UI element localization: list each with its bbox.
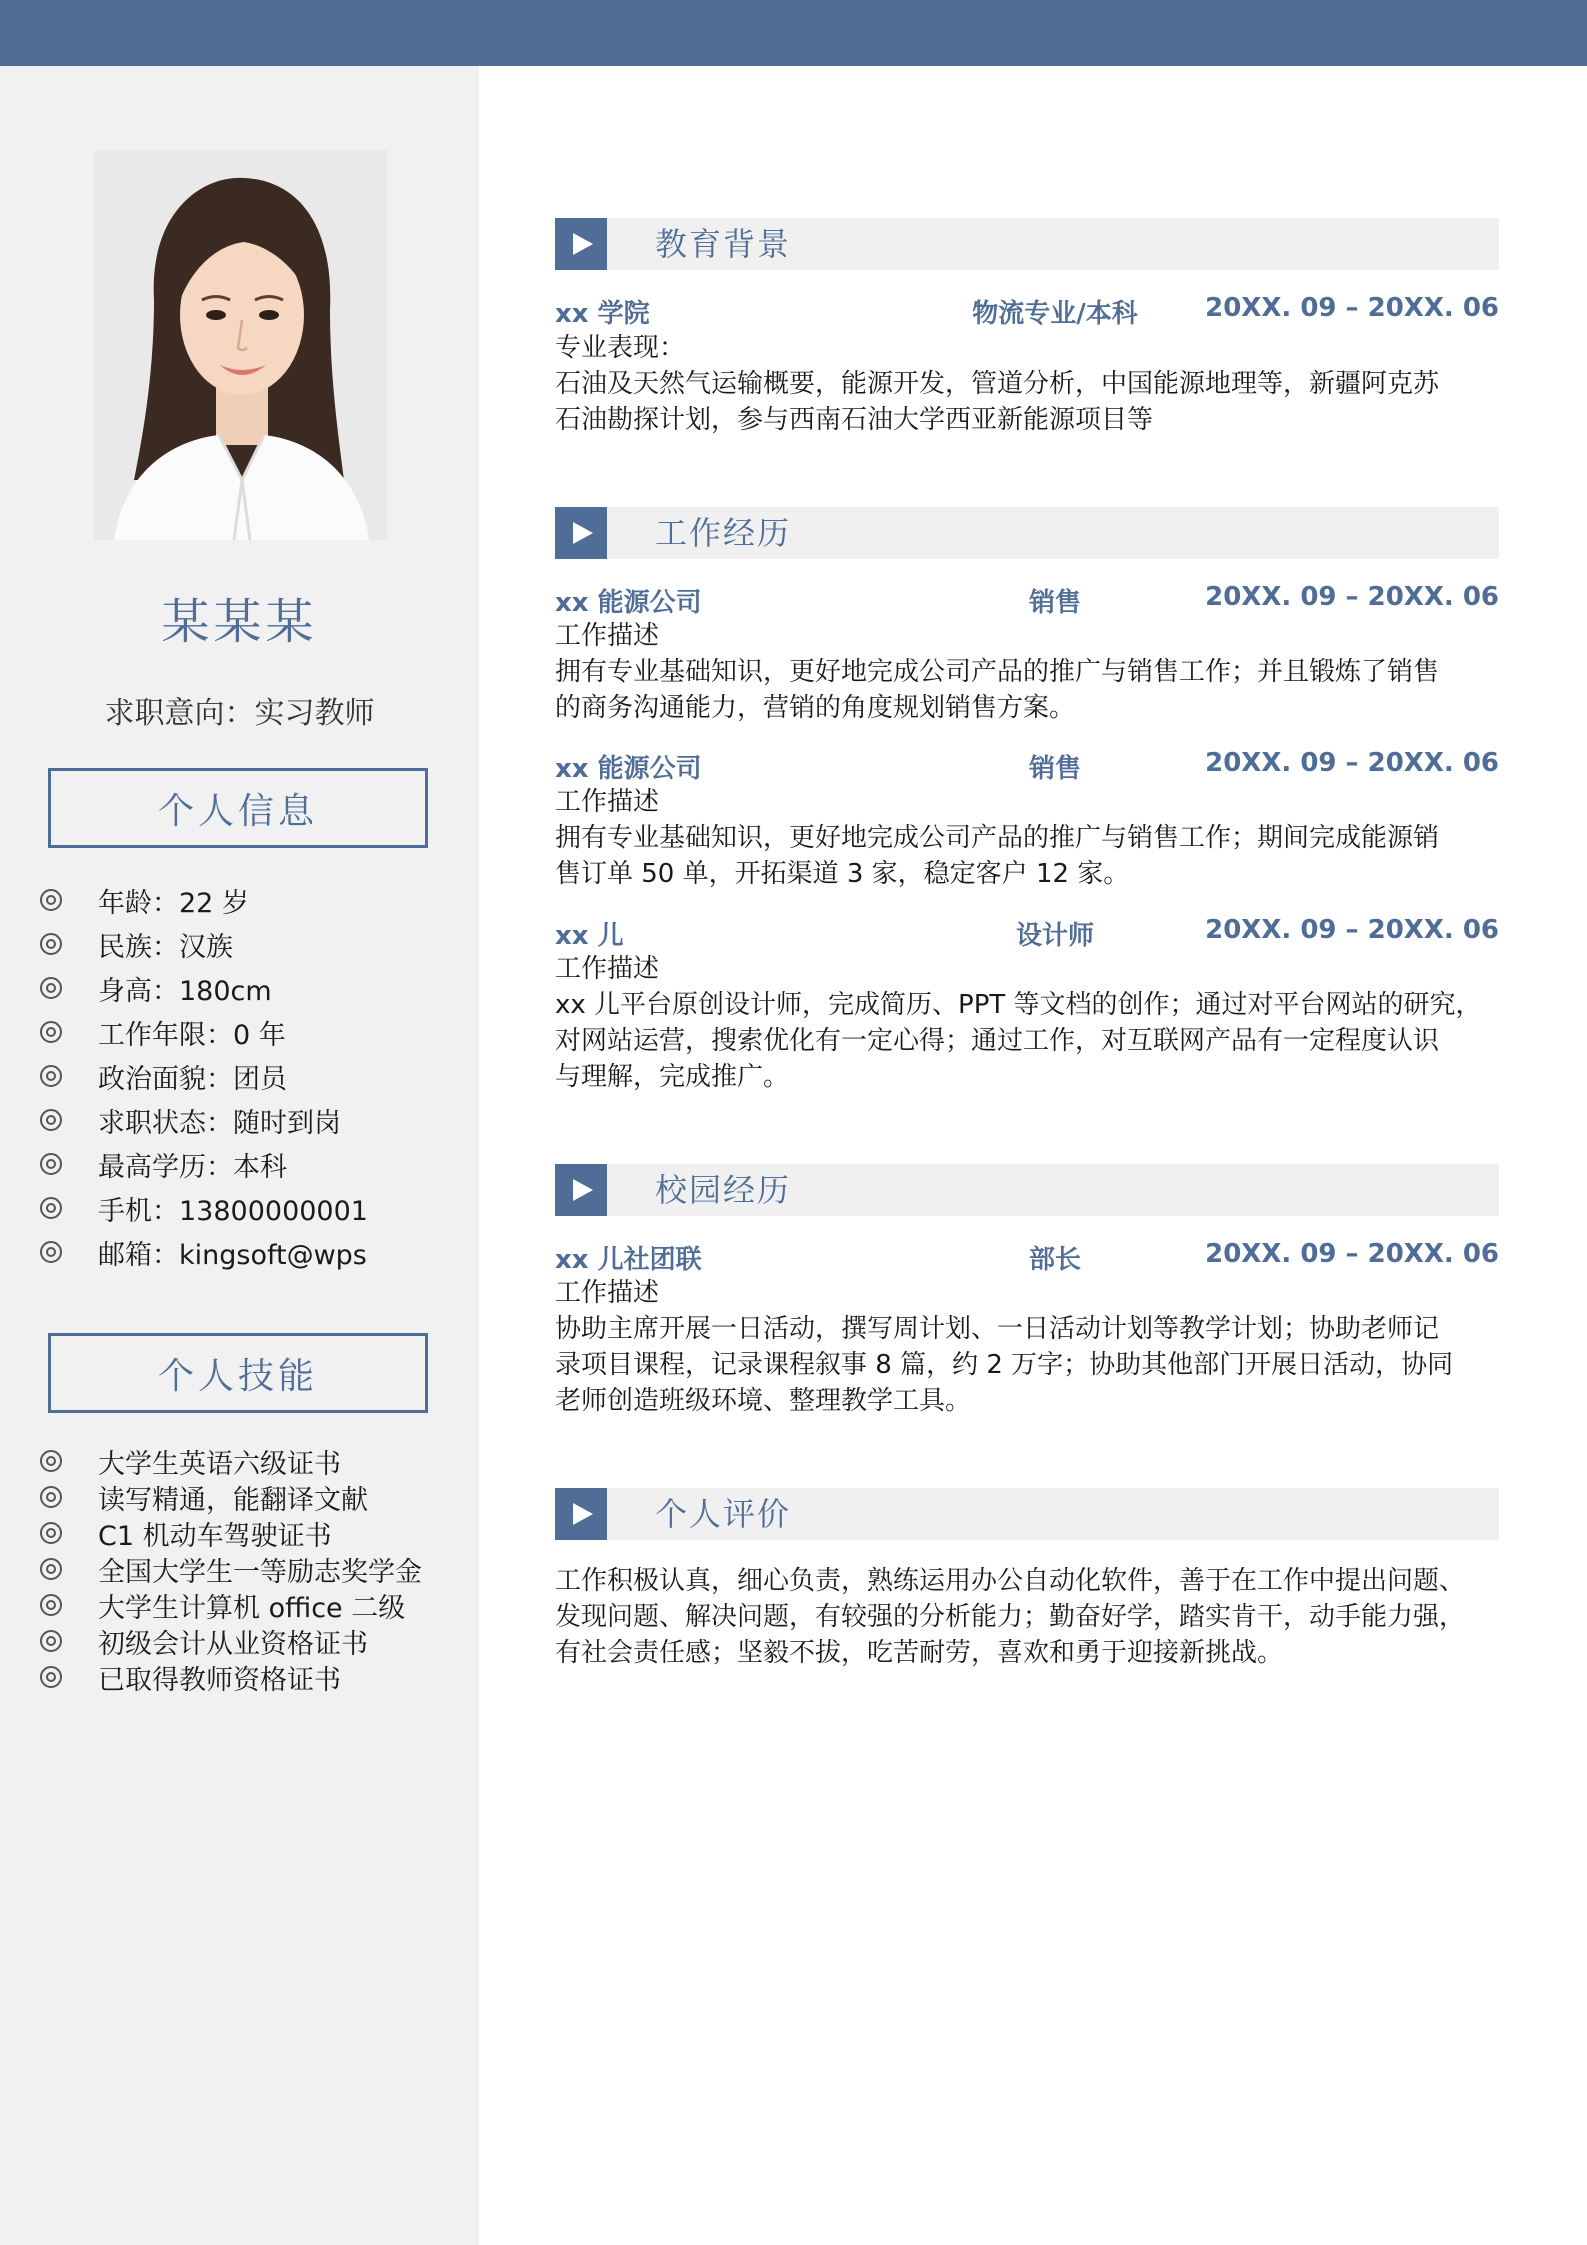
bullet-icon	[40, 1065, 62, 1087]
date-range: 20XX. 09 – 20XX. 06	[1205, 748, 1499, 778]
skill-item: 读写精通，能翻译文献	[40, 1479, 422, 1515]
play-arrow-icon	[555, 1164, 607, 1216]
info-heading-box	[48, 768, 428, 848]
campus-label: 工作描述	[555, 1278, 660, 1308]
section-title: 校园经历	[655, 1171, 792, 1209]
work-label: 工作描述	[555, 954, 660, 984]
campus-body	[555, 1275, 1515, 1419]
skill-item: 大学生英语六级证书	[40, 1443, 422, 1479]
text-line: 石油及天然气运输概要，能源开发，管道分析，中国能源地理等，新疆阿克苏	[555, 369, 1440, 399]
bullet-icon	[40, 1021, 62, 1043]
text-line: 协助主席开展一日活动，撰写周计划、一日活动计划等教学计划；协助老师记	[555, 1314, 1440, 1344]
text-line: 老师创造班级环境、整理教学工具。	[555, 1386, 972, 1416]
work-entry-row	[555, 582, 1499, 618]
skill-item: 大学生计算机 office 二级	[40, 1587, 422, 1623]
skills-heading-box	[48, 1333, 428, 1413]
campus-role: 部长	[1028, 1245, 1081, 1275]
work-entry-body	[555, 951, 1515, 1095]
bullet-icon	[40, 1153, 62, 1175]
candidate-name: 某某某	[161, 594, 318, 650]
bullet-icon	[40, 1594, 62, 1616]
info-list	[40, 878, 368, 1274]
info-item: 最高学历：本科	[40, 1142, 368, 1186]
work-entry-body	[555, 618, 1515, 726]
play-arrow-icon	[555, 507, 607, 559]
work-label: 工作描述	[555, 787, 660, 817]
info-item: 年龄：22 岁	[40, 878, 368, 922]
text-line: 发现问题、解决问题，有较强的分析能力；勤奋好学，踏实肯干，动手能力强，	[555, 1602, 1466, 1632]
text-line: 与理解，完成推广。	[555, 1062, 790, 1092]
date-range: 20XX. 09 – 20XX. 06	[1205, 293, 1499, 323]
bullet-icon	[40, 1630, 62, 1652]
text-line: 拥有专业基础知识，更好地完成公司产品的推广与销售工作；并且锻炼了销售	[555, 657, 1440, 687]
campus-row	[555, 1239, 1499, 1275]
section-campus	[555, 1164, 1499, 1216]
section-title: 教育背景	[655, 225, 792, 263]
section-title: 工作经历	[655, 514, 792, 552]
text-line: 石油勘探计划，参与西南石油大学西亚新能源项目等	[555, 405, 1154, 435]
evaluation-body	[555, 1563, 1515, 1671]
work-label: 工作描述	[555, 621, 660, 651]
skills-heading: 个人技能	[157, 1355, 318, 1397]
text-line: 有社会责任感；坚毅不拔，吃苦耐劳，喜欢和勇于迎接新挑战。	[555, 1638, 1284, 1668]
skills-list	[40, 1443, 422, 1695]
text-line: 工作积极认真，细心负责，熟练运用办公自动化软件，善于在工作中提出问题、	[555, 1566, 1466, 1596]
play-arrow-icon	[555, 1488, 607, 1540]
skill-item: 已取得教师资格证书	[40, 1659, 422, 1695]
text-line: 的商务沟通能力，营销的角度规划销售方案。	[555, 693, 1076, 723]
info-item: 身高：180cm	[40, 966, 368, 1010]
work-entry-row	[555, 748, 1499, 784]
job-role: 销售	[1028, 754, 1081, 784]
date-range: 20XX. 09 – 20XX. 06	[1205, 915, 1499, 945]
section-education	[555, 218, 1499, 270]
profile-photo	[94, 150, 387, 540]
bullet-icon	[40, 1450, 62, 1472]
bullet-icon	[40, 1197, 62, 1219]
info-item: 工作年限：0 年	[40, 1010, 368, 1054]
skill-item: C1 机动车驾驶证书	[40, 1515, 422, 1551]
bullet-icon	[40, 1109, 62, 1131]
job-role: 销售	[1028, 588, 1081, 618]
info-heading: 个人信息	[157, 790, 318, 832]
text-line: 售订单 50 单，开拓渠道 3 家，稳定客户 12 家。	[555, 859, 1130, 889]
work-entry-body	[555, 784, 1515, 892]
bullet-icon	[40, 889, 62, 911]
bullet-icon	[40, 1522, 62, 1544]
bullet-icon	[40, 977, 62, 999]
text-line: 录项目课程，记录课程叙事 8 篇，约 2 万字；协助其他部门开展日活动，协同	[555, 1350, 1454, 1380]
education-row	[555, 293, 1499, 329]
section-evaluation	[555, 1488, 1499, 1540]
text-line: 对网站运营，搜索优化有一定心得；通过工作，对互联网产品有一定程度认识	[555, 1026, 1440, 1056]
job-intent: 求职意向：实习教师	[104, 696, 375, 731]
bullet-icon	[40, 1666, 62, 1688]
company-name: xx 能源公司	[555, 588, 702, 618]
education-label: 专业表现：	[555, 333, 686, 363]
education-body	[555, 330, 1515, 438]
bullet-icon	[40, 1486, 62, 1508]
info-item: 政治面貌：团员	[40, 1054, 368, 1098]
play-arrow-icon	[555, 218, 607, 270]
skill-item: 全国大学生一等励志奖学金	[40, 1551, 422, 1587]
bullet-icon	[40, 1241, 62, 1263]
date-range: 20XX. 09 – 20XX. 06	[1205, 582, 1499, 612]
company-name: xx 能源公司	[555, 754, 702, 784]
company-name: xx 儿	[555, 921, 624, 951]
info-item: 求职状态：随时到岗	[40, 1098, 368, 1142]
top-banner	[0, 0, 1587, 66]
text-line: 拥有专业基础知识，更好地完成公司产品的推广与销售工作；期间完成能源销	[555, 823, 1440, 853]
section-work	[555, 507, 1499, 559]
skill-item: 初级会计从业资格证书	[40, 1623, 422, 1659]
school-name: xx 学院	[555, 299, 650, 329]
info-item: 邮箱：kingsoft@wps	[40, 1230, 368, 1274]
text-line: xx 儿平台原创设计师，完成简历、PPT 等文档的创作；通过对平台网站的研究，	[555, 990, 1482, 1020]
bullet-icon	[40, 1558, 62, 1580]
organization-name: xx 儿社团联	[555, 1245, 702, 1275]
info-item: 民族：汉族	[40, 922, 368, 966]
bullet-icon	[40, 933, 62, 955]
work-entry-row	[555, 915, 1499, 951]
major: 物流专业/本科	[972, 299, 1138, 329]
info-item: 手机：13800000001	[40, 1186, 368, 1230]
date-range: 20XX. 09 – 20XX. 06	[1205, 1239, 1499, 1269]
section-title: 个人评价	[655, 1495, 792, 1533]
job-role: 设计师	[1015, 921, 1094, 951]
